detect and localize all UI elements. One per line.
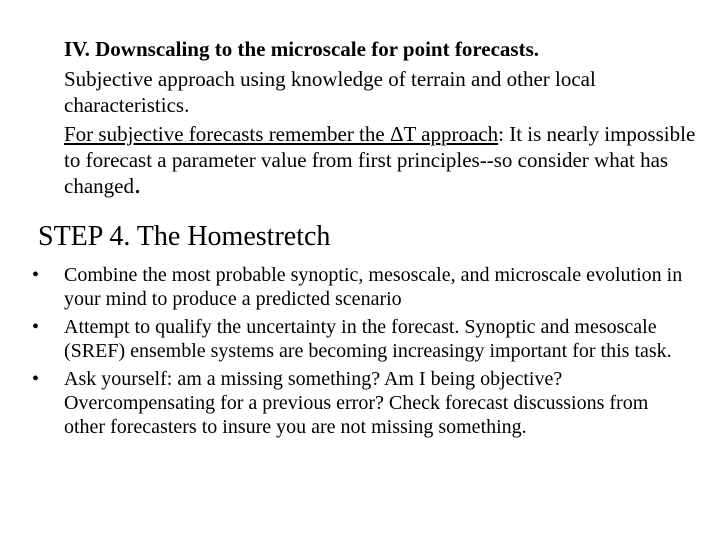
- bullet-text: Ask yourself: am a missing something? Am I being objective? Overcompensating for a previous error? Check forecast discussions from other forecasters to insure you are not missing something.: [64, 368, 649, 438]
- delta-t-approach-text: For subjective forecasts remember the ΔT approach: [64, 122, 499, 146]
- homestretch-bullet-list: [28, 263, 688, 443]
- section-iv-heading: IV. Downscaling to the microscale for point forecasts.: [64, 37, 539, 61]
- delta-t-period: .: [133, 169, 141, 200]
- section-iv-paragraph-terrain: Subjective approach using knowledge of terrain and other local characteristics.: [64, 67, 596, 117]
- bullet-text: Combine the most probable synoptic, mesoscale, and microscale evolution in your mind to produce a predicted scenario: [64, 264, 683, 310]
- bullet-item-ask-yourself: [28, 367, 688, 439]
- section-iv-paragraph-delta-t: [64, 121, 704, 199]
- bullet-item-combine: [28, 263, 688, 311]
- bullet-marker: •: [32, 368, 40, 390]
- bullet-item-uncertainty: [28, 315, 688, 363]
- bullet-text: Attempt to qualify the uncertainty in the forecast. Synoptic and mesoscale (SREF) ensemble systems are becoming increasingy important for this task.: [64, 316, 672, 362]
- delta-t-explanation-text: : It is nearly impossible to forecast a parameter value from first principles--so consider what has changed: [64, 122, 696, 198]
- step-4-title: STEP 4. The Homestretch: [38, 221, 331, 252]
- section-iv: [64, 36, 704, 202]
- bullet-marker: •: [32, 316, 40, 338]
- bullet-marker: •: [32, 264, 40, 286]
